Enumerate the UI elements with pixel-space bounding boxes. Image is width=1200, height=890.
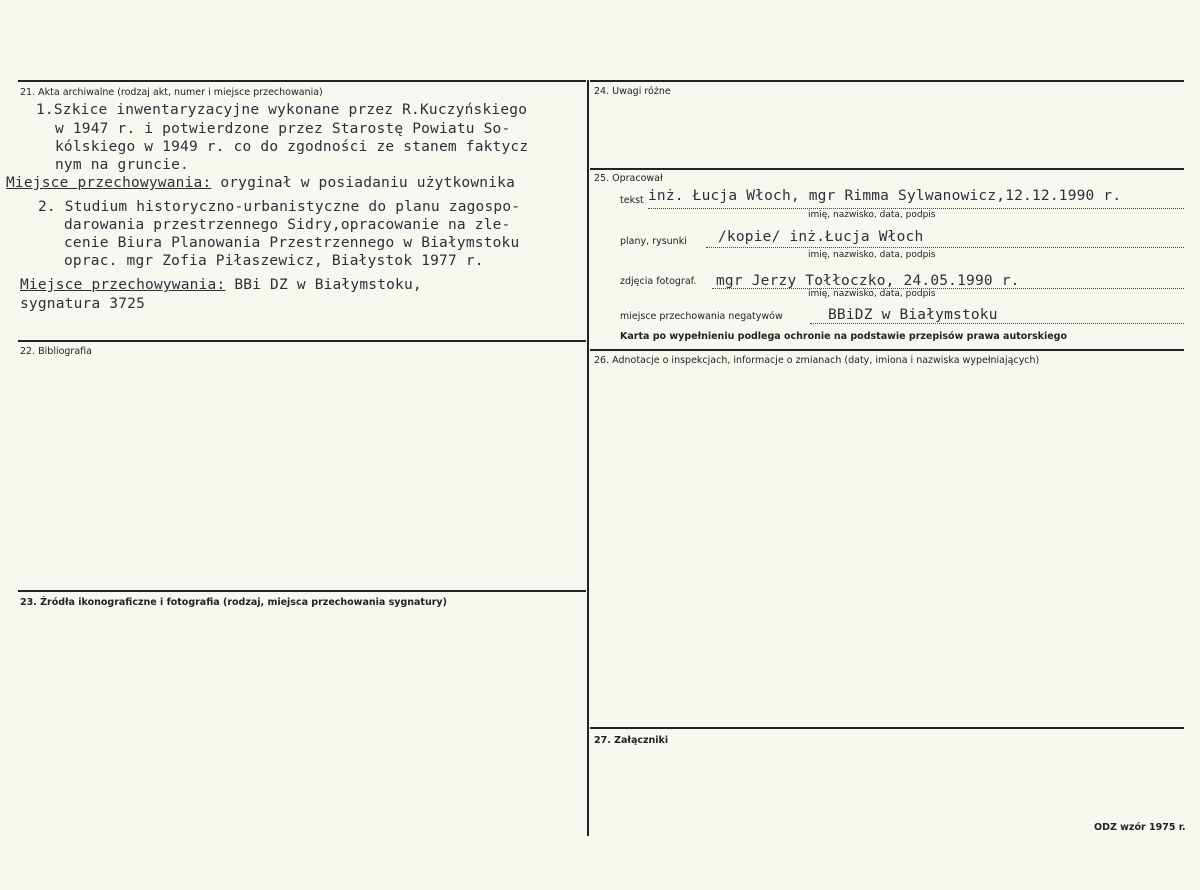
section-24-label: 24. Uwagi różne: [594, 86, 671, 97]
s21-place2: [20, 277, 422, 293]
section-26-label: 26. Adnotacje o inspekcjach, informacje o zmianach (daty, imiona i nazwiska wypełniających): [594, 355, 1040, 366]
s21-place2-line2: sygnatura 3725: [20, 296, 146, 312]
s21-entry1-line1: 1.Szkice inwentaryzacyjne wykonane przez R.Kuczyńskiego: [36, 102, 528, 118]
s25-negatywy-dots: [810, 323, 1184, 324]
rule-24-25: [590, 168, 1184, 170]
top-rule-right: [590, 80, 1184, 82]
s21-entry2-line3: cenie Biura Planowania Przestrzennego w Białymstoku: [64, 235, 520, 251]
s25-negatywy-value: BBiDZ w Białymstoku: [828, 307, 998, 323]
s25-zdjecia-value: mgr Jerzy Tołłoczko, 24.05.1990 r.: [716, 273, 1020, 289]
s25-zdjecia-caption: imię, nazwisko, data, podpis: [808, 289, 936, 299]
top-rule-left: [18, 80, 586, 82]
section-27-label: 27. Załączniki: [594, 735, 669, 746]
s25-plany-label: plany, rysunki: [620, 236, 687, 247]
s21-place1: [6, 175, 515, 191]
rule-21-22: [18, 340, 586, 342]
s25-tekst-label: tekst: [620, 195, 644, 206]
section-25-label: 25. Opracował: [594, 173, 663, 184]
s21-place2-label: Miejsce przechowywania:: [20, 277, 226, 293]
s25-plany-dots: [706, 247, 1184, 248]
s21-entry2-line2: darowania przestrzennego Sidry,opracowanie na zle-: [64, 217, 511, 233]
s25-plany-value: /kopie/ inż.Łucja Włoch: [718, 229, 924, 245]
s21-place2-value: BBi DZ w Białymstoku,: [225, 277, 422, 293]
s25-plany-caption: imię, nazwisko, data, podpis: [808, 250, 936, 260]
rule-22-23: [18, 590, 586, 592]
section-21-label: 21. Akta archiwalne (rodzaj akt, numer i miejsce przechowania): [20, 87, 323, 98]
s21-entry1-line2: w 1947 r. i potwierdzone przez Starostę Powiatu So-: [55, 121, 511, 137]
section-22-label: 22. Bibliografia: [20, 346, 92, 357]
rule-26-27: [590, 727, 1184, 729]
s25-negatywy-label: miejsce przechowania negatywów: [620, 311, 783, 322]
s21-place1-value: oryginał w posiadaniu użytkownika: [211, 175, 516, 191]
s25-tekst-value: inż. Łucja Włoch, mgr Rimma Sylwanowicz,12.12.1990 r.: [648, 188, 1122, 204]
center-divider: [587, 80, 589, 836]
s25-notice: Karta po wypełnieniu podlega ochronie na podstawie przepisów prawa autorskiego: [620, 331, 1067, 342]
s25-zdjecia-label: zdjęcia fotograf.: [620, 276, 697, 287]
s21-entry2-line4: oprac. mgr Zofia Piłaszewicz, Białystok 1977 r.: [64, 253, 484, 269]
s25-zdjecia-dots: [712, 288, 1184, 289]
s21-entry2-line1: 2. Studium historyczno-urbanistyczne do planu zagospo-: [38, 199, 521, 215]
s25-tekst-caption: imię, nazwisko, data, podpis: [808, 210, 936, 220]
form-id: ODZ wzór 1975 r.: [1094, 822, 1186, 833]
section-23-label: 23. Źródła ikonograficzne i fotografia (rodzaj, miejsca przechowania sygnatury): [20, 597, 447, 608]
s21-entry1-line4: nym na gruncie.: [55, 157, 189, 173]
rule-25-26: [590, 349, 1184, 351]
s21-place1-label: Miejsce przechowywania:: [6, 175, 212, 191]
s25-tekst-dots: [648, 208, 1184, 209]
s21-entry1-line3: kólskiego w 1949 r. co do zgodności ze stanem faktycz: [55, 139, 529, 155]
